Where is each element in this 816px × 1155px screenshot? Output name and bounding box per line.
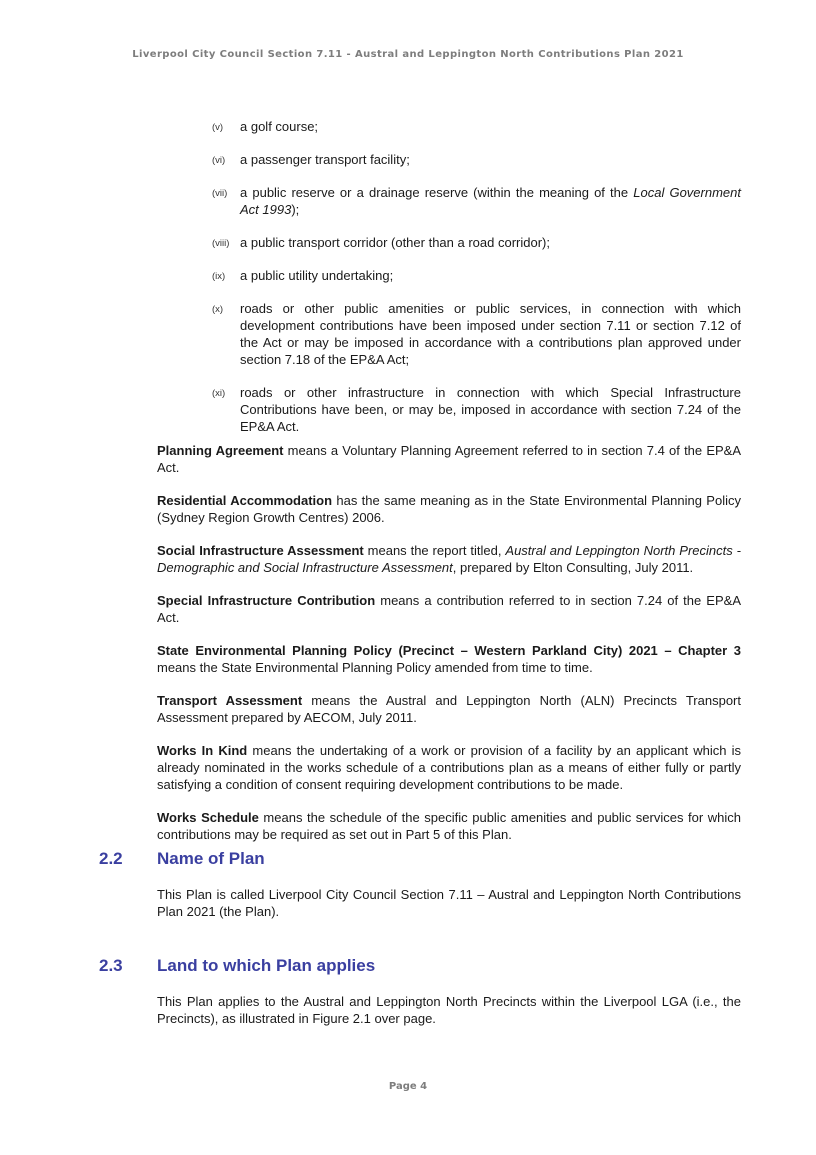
definition xyxy=(157,442,741,476)
definition xyxy=(157,692,741,726)
definitions xyxy=(157,442,741,859)
section-paragraph: This Plan is called Liverpool City Council Section 7.11 – Austral and Leppington North Contributions Plan 2021 (the Plan). xyxy=(157,887,741,919)
list-item-number: (xi) xyxy=(212,388,226,399)
definition xyxy=(157,542,741,576)
definition-text: means a contribution referred to in section 7.24 of the EP&A Act. xyxy=(157,593,741,625)
section-heading: Name of Plan xyxy=(157,849,265,868)
list-item-text: roads or other public amenities or public services, in connection with which development contributions have been imposed under section 7.11 or section 7.12 of the Act or may be imposed in accordance with a contributions plan approved under section 7.18 of the EP&A Act; xyxy=(240,301,741,367)
definition xyxy=(157,592,741,626)
list-item xyxy=(212,384,741,435)
definition-term: Transport Assessment xyxy=(157,693,303,708)
list-item-text: roads or other infrastructure in connection with which Special Infrastructure Contributions have been, or may be, imposed in accordance with section 7.24 of the EP&A Act. xyxy=(240,385,741,434)
act-title: Local Government Act 1993 xyxy=(240,185,741,217)
section-number: 2.3 xyxy=(99,956,123,975)
list-item xyxy=(212,267,741,284)
definition-term: Social Infrastructure Assessment xyxy=(157,543,364,558)
section-number: 2.2 xyxy=(99,849,123,868)
list-item-number: (vii) xyxy=(212,188,228,199)
definition-term: Works In Kind xyxy=(157,743,248,758)
list-item xyxy=(212,118,741,135)
definition-text: has the same meaning as in the State Environmental Planning Policy (Sydney Region Growth Centres) 2006. xyxy=(157,493,741,525)
definition-text: means the schedule of the specific public amenities and public services for which contributions may be required as set out in Part 5 of this Plan. xyxy=(157,810,741,842)
running-header: Liverpool City Council Section 7.11 - Austral and Leppington North Contributions Plan 2021 xyxy=(132,49,684,60)
definition-text-end: , prepared by Elton Consulting, July 2011. xyxy=(452,560,694,575)
definition-sublist xyxy=(212,118,741,451)
list-item-number: (v) xyxy=(212,122,224,133)
list-item xyxy=(212,184,741,218)
report-title: Austral and Leppington North Precincts - Demographic and Social Infrastructure Assessment xyxy=(157,543,741,575)
list-item-text: a public transport corridor (other than a road corridor); xyxy=(240,235,550,250)
list-item xyxy=(212,151,741,168)
definition-text: means the report titled, xyxy=(363,543,506,558)
definition-term: Planning Agreement xyxy=(157,443,284,458)
definition-term: Residential Accommodation xyxy=(157,493,333,508)
definition xyxy=(157,492,741,526)
list-item-number: (viii) xyxy=(212,238,230,249)
definition xyxy=(157,809,741,843)
list-item-text-end: ); xyxy=(291,202,300,217)
list-item-text: a public reserve or a drainage reserve (within the meaning of the xyxy=(240,185,634,200)
definition xyxy=(157,642,741,676)
list-item-number: (x) xyxy=(212,304,224,315)
list-item-text: a passenger transport facility; xyxy=(240,152,410,167)
definition-term: State Environmental Planning Policy (Precinct – Western Parkland City) 2021 – Chapter 3 xyxy=(157,643,741,658)
list-item-text: a public utility undertaking; xyxy=(240,268,394,283)
list-item-text: a golf course; xyxy=(240,119,319,134)
definition-term: Special Infrastructure Contribution xyxy=(157,593,376,608)
page-number: Page 4 xyxy=(388,1081,428,1092)
definition-text: means the Austral and Leppington North (ALN) Precincts Transport Assessment prepared by AECOM, July 2011. xyxy=(157,693,741,725)
definition-text: means the State Environmental Planning Policy amended from time to time. xyxy=(157,660,593,675)
list-item xyxy=(212,234,741,251)
list-item-number: (ix) xyxy=(212,271,226,282)
section-heading: Land to which Plan applies xyxy=(157,956,376,975)
definition-text: means the undertaking of a work or provision of a facility by an applicant which is already nominated in the works schedule of a contributions plan as a means of either fully or partly satisfying a condition of consent requiring development contributions to be made. xyxy=(157,743,742,792)
definition-term: Works Schedule xyxy=(157,810,259,825)
definition-text: means a Voluntary Planning Agreement referred to in section 7.4 of the EP&A Act. xyxy=(157,443,741,475)
list-item-number: (vi) xyxy=(212,155,226,166)
section-paragraph: This Plan applies to the Austral and Leppington North Precincts within the Liverpool LGA (i.e., the Precincts), as illustrated in Figure 2.1 over page. xyxy=(157,994,741,1026)
list-item xyxy=(212,300,741,368)
definition xyxy=(157,742,741,793)
